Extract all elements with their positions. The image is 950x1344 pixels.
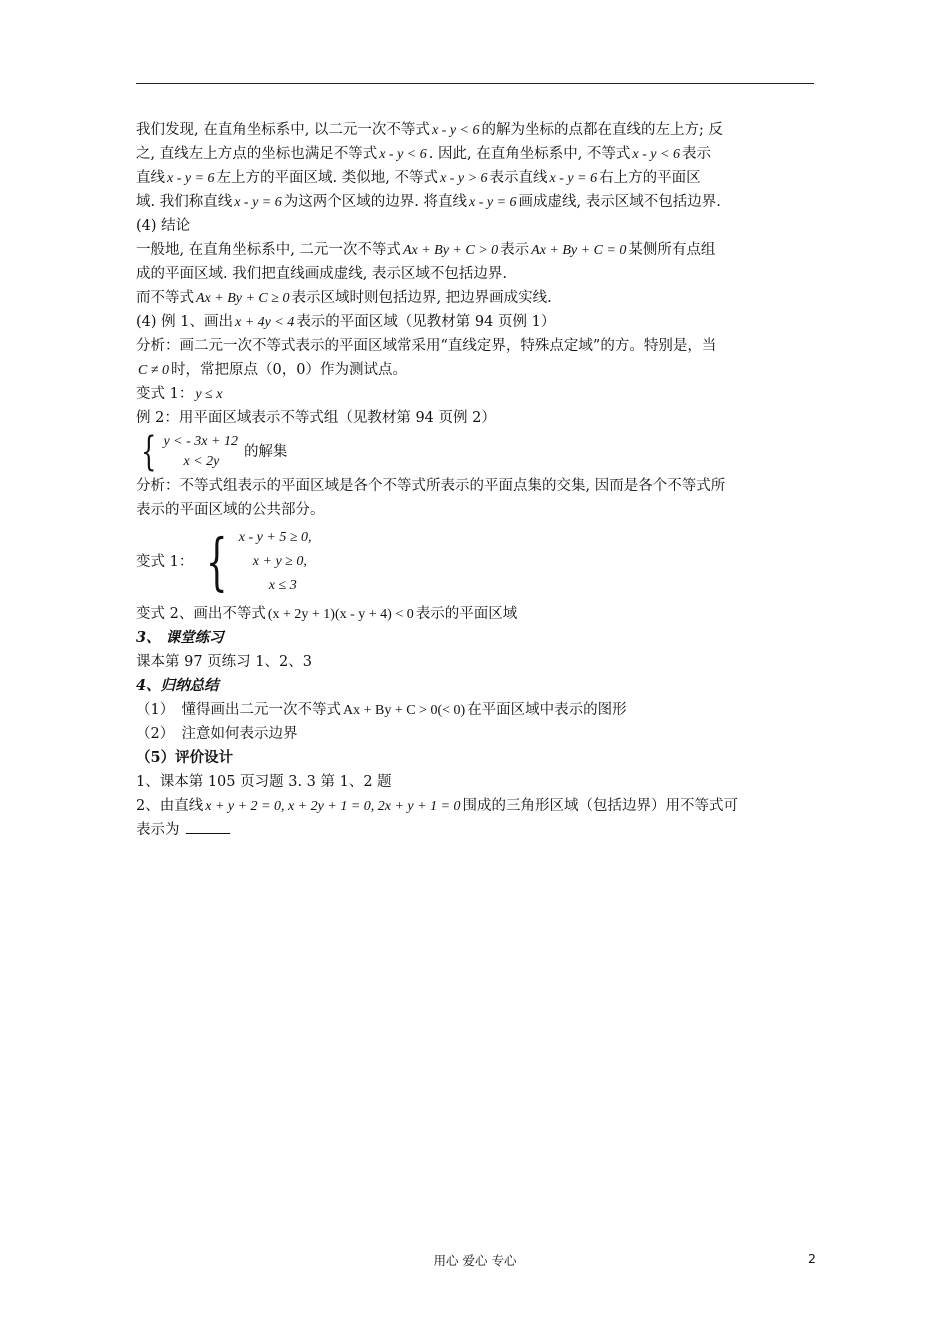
list-item <box>136 698 816 722</box>
inequality-system <box>136 429 816 475</box>
analysis-line: 分析：画二元一次不等式表示的平面区域常采用“直线定界，特殊点定域”的方。特别是，当 <box>136 338 717 354</box>
list-item: 1、课本第 105 页习题 3. 3 第 1、2 题 <box>136 774 392 790</box>
paragraph-line <box>136 142 816 166</box>
text: 的解集 <box>243 444 288 460</box>
math-expression: x - y < 6 <box>379 147 427 162</box>
section-heading: 3、 课堂练习 <box>136 629 224 646</box>
left-brace: { <box>141 429 157 475</box>
text: （1） 懂得画出二元一次不等式 <box>136 702 341 718</box>
paragraph-line: 成的平面区域. 我们把直线画成虚线, 表示区域不包括边界. <box>136 266 508 282</box>
paragraph-line: 课本第 97 页练习 1、2、3 <box>136 654 312 670</box>
text: 时，常把原点（0，0）作为测试点。 <box>171 362 407 378</box>
text: 表示直线 <box>489 170 548 186</box>
math-expression: x + 4y < 4 <box>234 315 295 330</box>
text: 变式 1： <box>136 554 194 570</box>
paragraph-line <box>136 238 816 262</box>
conclusion-heading: (4) 结论 <box>136 218 191 234</box>
analysis-line: 分析：不等式组表示的平面区域是各个不等式所表示的平面点集的交集, 因而是各个不等式所 <box>136 478 726 494</box>
math-expression: Ax + By + C > 0 <box>402 243 499 258</box>
text: 左上方的平面区域. 类似地, 不等式 <box>216 170 438 186</box>
list-item <box>136 794 816 818</box>
text: 2、由直线 <box>136 798 204 814</box>
system-row: x < 2y <box>183 454 220 469</box>
text: 表示区域时则包括边界, 把边界画成实线. <box>291 290 552 306</box>
example-1 <box>136 310 816 334</box>
system-row: y < - 3x + 12 <box>163 434 238 449</box>
inequality-system <box>136 524 816 600</box>
system-row: x - y + 5 ≥ 0, <box>238 530 312 545</box>
math-expression: C ≠ 0 <box>138 363 170 378</box>
text: (4) 例 1、画出 <box>136 314 233 330</box>
paragraph-line <box>136 286 816 310</box>
text: 表示为 <box>136 822 180 838</box>
system-row: x ≤ 3 <box>268 578 297 593</box>
system-rows <box>163 432 237 472</box>
text: 变式 2、画出不等式 <box>136 606 266 622</box>
text: 在平面区域中表示的图形 <box>467 702 627 718</box>
math-expression: x - y > 6 <box>439 171 488 186</box>
analysis-line: 表示的平面区域的公共部分。 <box>136 502 325 518</box>
math-expression: (x + 2y + 1)(x - y + 4) < 0 <box>267 607 414 622</box>
section-heading: （5）评价设计 <box>136 749 234 766</box>
text: 而不等式 <box>136 290 194 306</box>
math-expression: Ax + By + C = 0 <box>531 243 627 258</box>
math-expression: x - y = 6 <box>468 195 517 210</box>
text: 变式 1： <box>136 386 194 402</box>
paragraph-line <box>136 190 816 214</box>
math-expression: x - y = 6 <box>167 171 215 186</box>
header-rule <box>136 83 814 84</box>
text: 之, 直线左上方点的坐标也满足不等式 <box>136 146 378 162</box>
text: 的解为坐标的点都在直线的左上方; 反 <box>481 122 723 138</box>
math-expression: x - y < 6 <box>632 147 680 162</box>
system-rows <box>239 526 312 598</box>
text: 为这两个区域的边界. 将直线 <box>283 194 467 210</box>
math-expression: x + y + 2 = 0, x + 2y + 1 = 0, 2x + y + 1 = 0 <box>205 799 461 814</box>
variant-2 <box>136 602 816 626</box>
answer-blank <box>186 819 230 834</box>
text: 直线 <box>136 170 165 186</box>
math-expression: Ax + By + C > 0(< 0) <box>342 703 466 718</box>
section-heading: 4、归纳总结 <box>136 677 219 694</box>
paragraph-line <box>136 118 816 142</box>
page-number: 2 <box>808 1251 816 1266</box>
variant-1 <box>136 382 816 406</box>
math-expression: x - y = 6 <box>234 195 282 210</box>
text: 右上方的平面区 <box>599 170 701 186</box>
text: 我们发现, 在直角坐标系中, 以二元一次不等式 <box>136 122 430 138</box>
example-2: 例 2：用平面区域表示不等式组（见教材第 94 页例 2） <box>136 410 496 426</box>
text: 围成的三角形区域（包括边界）用不等式可 <box>462 798 739 814</box>
text: 表示 <box>500 242 530 258</box>
text: 画成虚线, 表示区域不包括边界. <box>518 194 721 210</box>
analysis-line <box>136 358 816 382</box>
text: 某侧所有点组 <box>628 242 716 258</box>
list-item: （2） 注意如何表示边界 <box>136 726 298 742</box>
text: 表示的平面区域（见教材第 94 页例 1） <box>296 314 556 330</box>
math-expression: x - y = 6 <box>549 171 598 186</box>
math-expression: x - y < 6 <box>431 123 480 138</box>
text: . 因此, 在直角坐标系中, 不等式 <box>428 146 631 162</box>
left-brace: { <box>206 525 228 598</box>
text: 域. 我们称直线 <box>136 194 233 210</box>
text: 表示 <box>681 146 711 162</box>
system-row: x + y ≥ 0, <box>252 554 307 569</box>
paragraph-line <box>136 166 816 190</box>
text: 一般地, 在直角坐标系中, 二元一次不等式 <box>136 242 401 258</box>
document-body <box>136 118 816 842</box>
math-expression: y ≤ x <box>195 387 223 402</box>
math-expression: Ax + By + C ≥ 0 <box>196 291 290 306</box>
list-item <box>136 818 816 842</box>
text: 表示的平面区域 <box>415 606 518 622</box>
page-footer: 用心 爱心 专心 <box>433 1253 517 1268</box>
